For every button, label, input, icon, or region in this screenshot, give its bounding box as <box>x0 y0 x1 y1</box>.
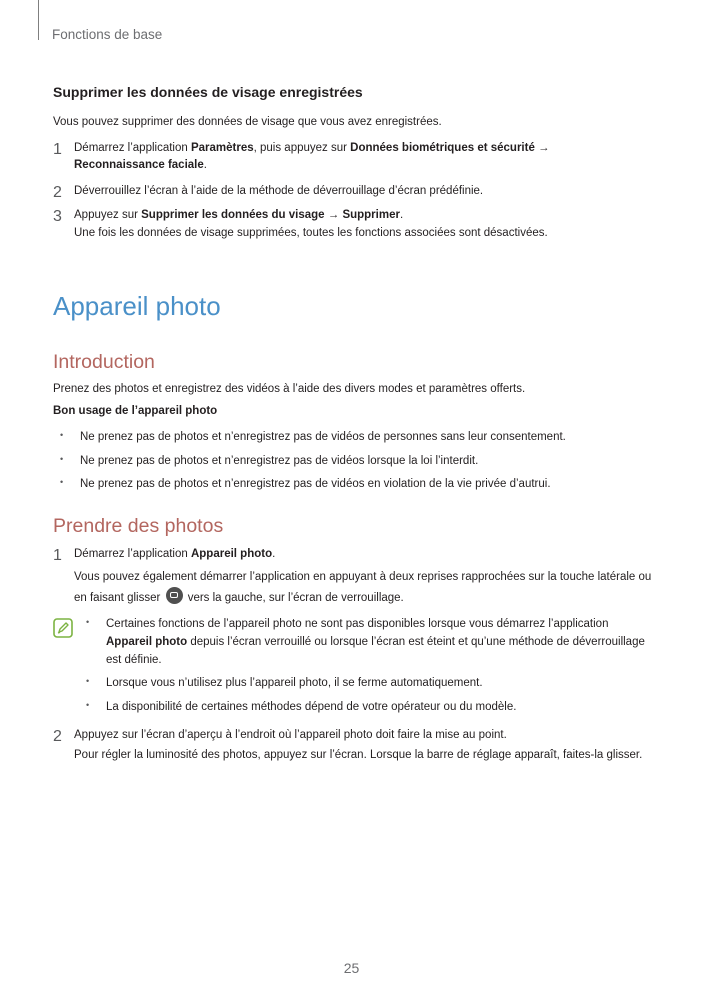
camera-app-name: Appareil photo <box>106 635 188 648</box>
step-note: Une fois les données de visage supprimées, toutes les fonctions associées sont désactivées. <box>74 226 548 239</box>
step-text: Démarrez l’application <box>74 547 191 560</box>
header-section-title: Fonctions de base <box>52 27 163 42</box>
step-text: . <box>272 547 276 560</box>
introduction-title: Introduction <box>53 350 155 373</box>
arrow-icon: → <box>534 141 550 154</box>
face-delete-step-2 <box>53 183 653 201</box>
page-number: 25 <box>343 960 360 976</box>
step-number: 1 <box>53 546 62 564</box>
note-pencil-icon <box>53 618 73 638</box>
list-item: • Ne prenez pas de photos et n’enregistrez pas de vidéos de personnes sans leur consentement. <box>53 429 653 447</box>
step-number: 1 <box>53 140 62 158</box>
taking-photos-step-2 <box>53 727 653 765</box>
step-description-text: vers la gauche, sur l’écran de verrouillage. <box>184 592 404 605</box>
taking-photos-title: Prendre des photos <box>53 515 224 538</box>
face-delete-step-1 <box>53 140 653 176</box>
step-description-text: Vous pouvez également démarrer l’application en appuyant à deux reprises rapprochées sur la touche latérale ou en faisant glisser <box>74 571 652 605</box>
step-number: 2 <box>53 184 62 202</box>
step-description <box>74 569 653 608</box>
step-description: Pour régler la luminosité des photos, appuyez sur l’écran. Lorsque la barre de réglage apparaît, faites-la glisser. <box>74 748 643 761</box>
step-text: Appuyez sur l’écran d’aperçu à l’endroit où l’appareil photo doit faire la mise au point. <box>74 729 507 741</box>
delete-face-data-menu-name: Supprimer les données du visage <box>141 208 325 221</box>
list-item: • La disponibilité de certaines méthodes dépend de votre opérateur ou du modèle. <box>79 699 653 717</box>
face-delete-intro: Vous pouvez supprimer des données de visage que vous avez enregistrées. <box>53 115 442 128</box>
introduction-text: Prenez des photos et enregistrez des vidéos à l’aide des divers modes et paramètres offerts. <box>53 383 526 396</box>
chapter-title: Appareil photo <box>53 290 221 321</box>
taking-photos-step-1 <box>53 546 653 608</box>
arrow-icon: → <box>324 208 343 221</box>
step-text: Appuyez sur <box>74 208 142 221</box>
settings-app-name: Paramètres <box>190 141 254 154</box>
note-list <box>79 616 653 717</box>
step-text: , puis appuyez sur <box>253 141 351 154</box>
camera-shortcut-icon <box>166 587 183 604</box>
header-rule <box>38 0 39 40</box>
face-delete-title: Supprimer les données de visage enregistrées <box>53 84 363 100</box>
note-block <box>53 616 653 717</box>
note-text: Certaines fonctions de l’appareil photo ne sont pas disponibles lorsque vous démarrez l’application <box>106 617 609 630</box>
step-number: 2 <box>53 728 62 745</box>
list-item: • Ne prenez pas de photos et n’enregistrez pas de vidéos lorsque la loi l’interdit. <box>53 453 653 471</box>
step-text: . <box>203 159 207 172</box>
note-text: depuis l’écran verrouillé ou lorsque l’écran est éteint et qu’une méthode de déverrouillage est définie. <box>106 635 645 666</box>
etiquette-title-text: Bon usage de l’appareil photo <box>53 404 218 417</box>
camera-app-name: Appareil photo <box>190 547 273 560</box>
etiquette-title <box>53 403 653 421</box>
list-item: • Ne prenez pas de photos et n’enregistrez pas de vidéos en violation de la vie privée d’autrui. <box>53 476 653 494</box>
biometrics-menu-name: Données biométriques et sécurité <box>350 141 535 154</box>
step-number: 3 <box>53 207 62 225</box>
list-item <box>79 616 653 669</box>
face-recognition-menu-name: Reconnaissance faciale <box>74 159 204 172</box>
list-item: • Lorsque vous n’utilisez plus l’appareil photo, il se ferme automatiquement. <box>79 675 653 693</box>
etiquette-list <box>53 429 653 494</box>
delete-button-name: Supprimer <box>342 208 400 221</box>
step-text: Déverrouillez l’écran à l’aide de la méthode de déverrouillage d’écran prédéfinie. <box>74 185 484 198</box>
step-text: Démarrez l’application <box>74 141 191 154</box>
step-text: . <box>399 208 404 221</box>
face-delete-step-3 <box>53 207 653 243</box>
page-content <box>53 82 653 765</box>
